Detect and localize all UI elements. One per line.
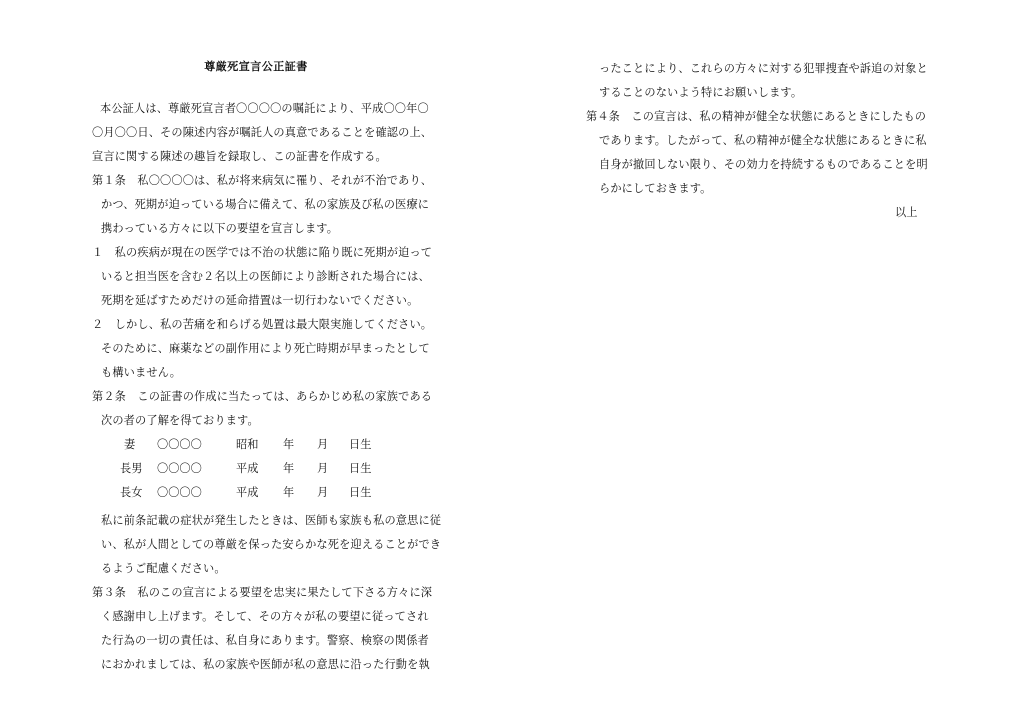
day-cell: 日生: [349, 438, 372, 451]
day-cell: 日生: [349, 486, 372, 499]
article-1-heading: 第１条 私〇〇〇〇は、私が将来病気に罹り、それが不治であり、: [92, 174, 433, 187]
text-line: 宣言に関する陳述の趣旨を録取し、この証書を作成する。: [92, 150, 387, 163]
text-line: らかにしておきます。: [599, 182, 712, 195]
text-line: るようご配慮ください。: [101, 562, 226, 575]
year-cell: 年: [283, 462, 295, 475]
relation-cell: 長女: [120, 486, 143, 499]
text-line: 〇月〇〇日、その陳述内容が嘱託人の真意であることを確認の上、: [92, 126, 433, 139]
text-line: 次の者の了解を得ております。: [101, 414, 259, 427]
text-line: におかれましては、私の家族や医師が私の意思に沿った行動を執: [101, 658, 430, 671]
text-line: 自身が撤回しない限り、その効力を持続するものであることを明: [599, 158, 928, 171]
text-line: 本公証人は、尊厳死宣言者〇〇〇〇の嘱託により、平成〇〇年〇: [100, 102, 429, 115]
era-cell: 平成: [236, 462, 259, 475]
right-page: [512, 0, 1024, 724]
text-line: い、私が人間としての尊厳を保った安らかな死を迎えることができ: [101, 538, 442, 551]
text-line: 死期を延ばすためだけの延命措置は一切行わないでください。: [101, 294, 419, 307]
document-title: 尊厳死宣言公正証書: [204, 60, 308, 73]
relation-cell: 長男: [120, 462, 143, 475]
family-row: [0, 438, 512, 452]
era-cell: 平成: [236, 486, 259, 499]
item-1: １ 私の疾病が現在の医学では不治の状態に陥り既に死期が迫って: [92, 246, 433, 259]
text-line: することのないよう特にお願いします。: [599, 86, 803, 99]
era-cell: 昭和: [236, 438, 259, 451]
name-cell: 〇〇〇〇: [157, 438, 202, 451]
text-line: も構いません。: [101, 366, 182, 379]
year-cell: 年: [283, 438, 295, 451]
month-cell: 月: [317, 486, 329, 499]
article-4-heading: 第４条 この宣言は、私の精神が健全な状態にあるときにしたもの: [586, 110, 927, 123]
text-line: く感謝申し上げます。そして、その方々が私の要望に従ってされ: [101, 610, 429, 623]
article-2-heading: 第２条 この証書の作成に当たっては、あらかじめ私の家族である: [92, 390, 433, 403]
text-line: た行為の一切の責任は、私自身にあります。警察、検察の関係者: [101, 634, 429, 647]
year-cell: 年: [283, 486, 295, 499]
text-line: いると担当医を含む２名以上の医師により診断された場合には、: [101, 270, 430, 283]
text-line: そのために、麻薬などの副作用により死亡時期が早まったとして: [101, 342, 430, 355]
family-row: [0, 486, 512, 500]
text-line: であります。したがって、私の精神が健全な状態にあるときに私: [599, 134, 927, 147]
text-line: 携わっている方々に以下の要望を宣言します。: [101, 222, 339, 235]
text-line: ったことにより、これらの方々に対する犯罪捜査や訴追の対象と: [599, 62, 928, 75]
month-cell: 月: [317, 462, 329, 475]
relation-cell: 妻: [124, 438, 136, 451]
text-line: 私に前条記載の症状が発生したときは、医師も家族も私の意思に従: [101, 514, 442, 527]
name-cell: 〇〇〇〇: [157, 486, 202, 499]
month-cell: 月: [317, 438, 329, 451]
text-line: かつ、死期が迫っている場合に備えて、私の家族及び私の医療に: [101, 198, 430, 211]
name-cell: 〇〇〇〇: [157, 462, 202, 475]
closing-mark: 以上: [895, 206, 918, 219]
family-row: [0, 462, 512, 476]
article-3-heading: 第３条 私のこの宣言による要望を忠実に果たして下さる方々に深: [92, 586, 433, 599]
day-cell: 日生: [349, 462, 372, 475]
item-2: ２ しかし、私の苦痛を和らげる処置は最大限実施してください。: [92, 318, 433, 331]
